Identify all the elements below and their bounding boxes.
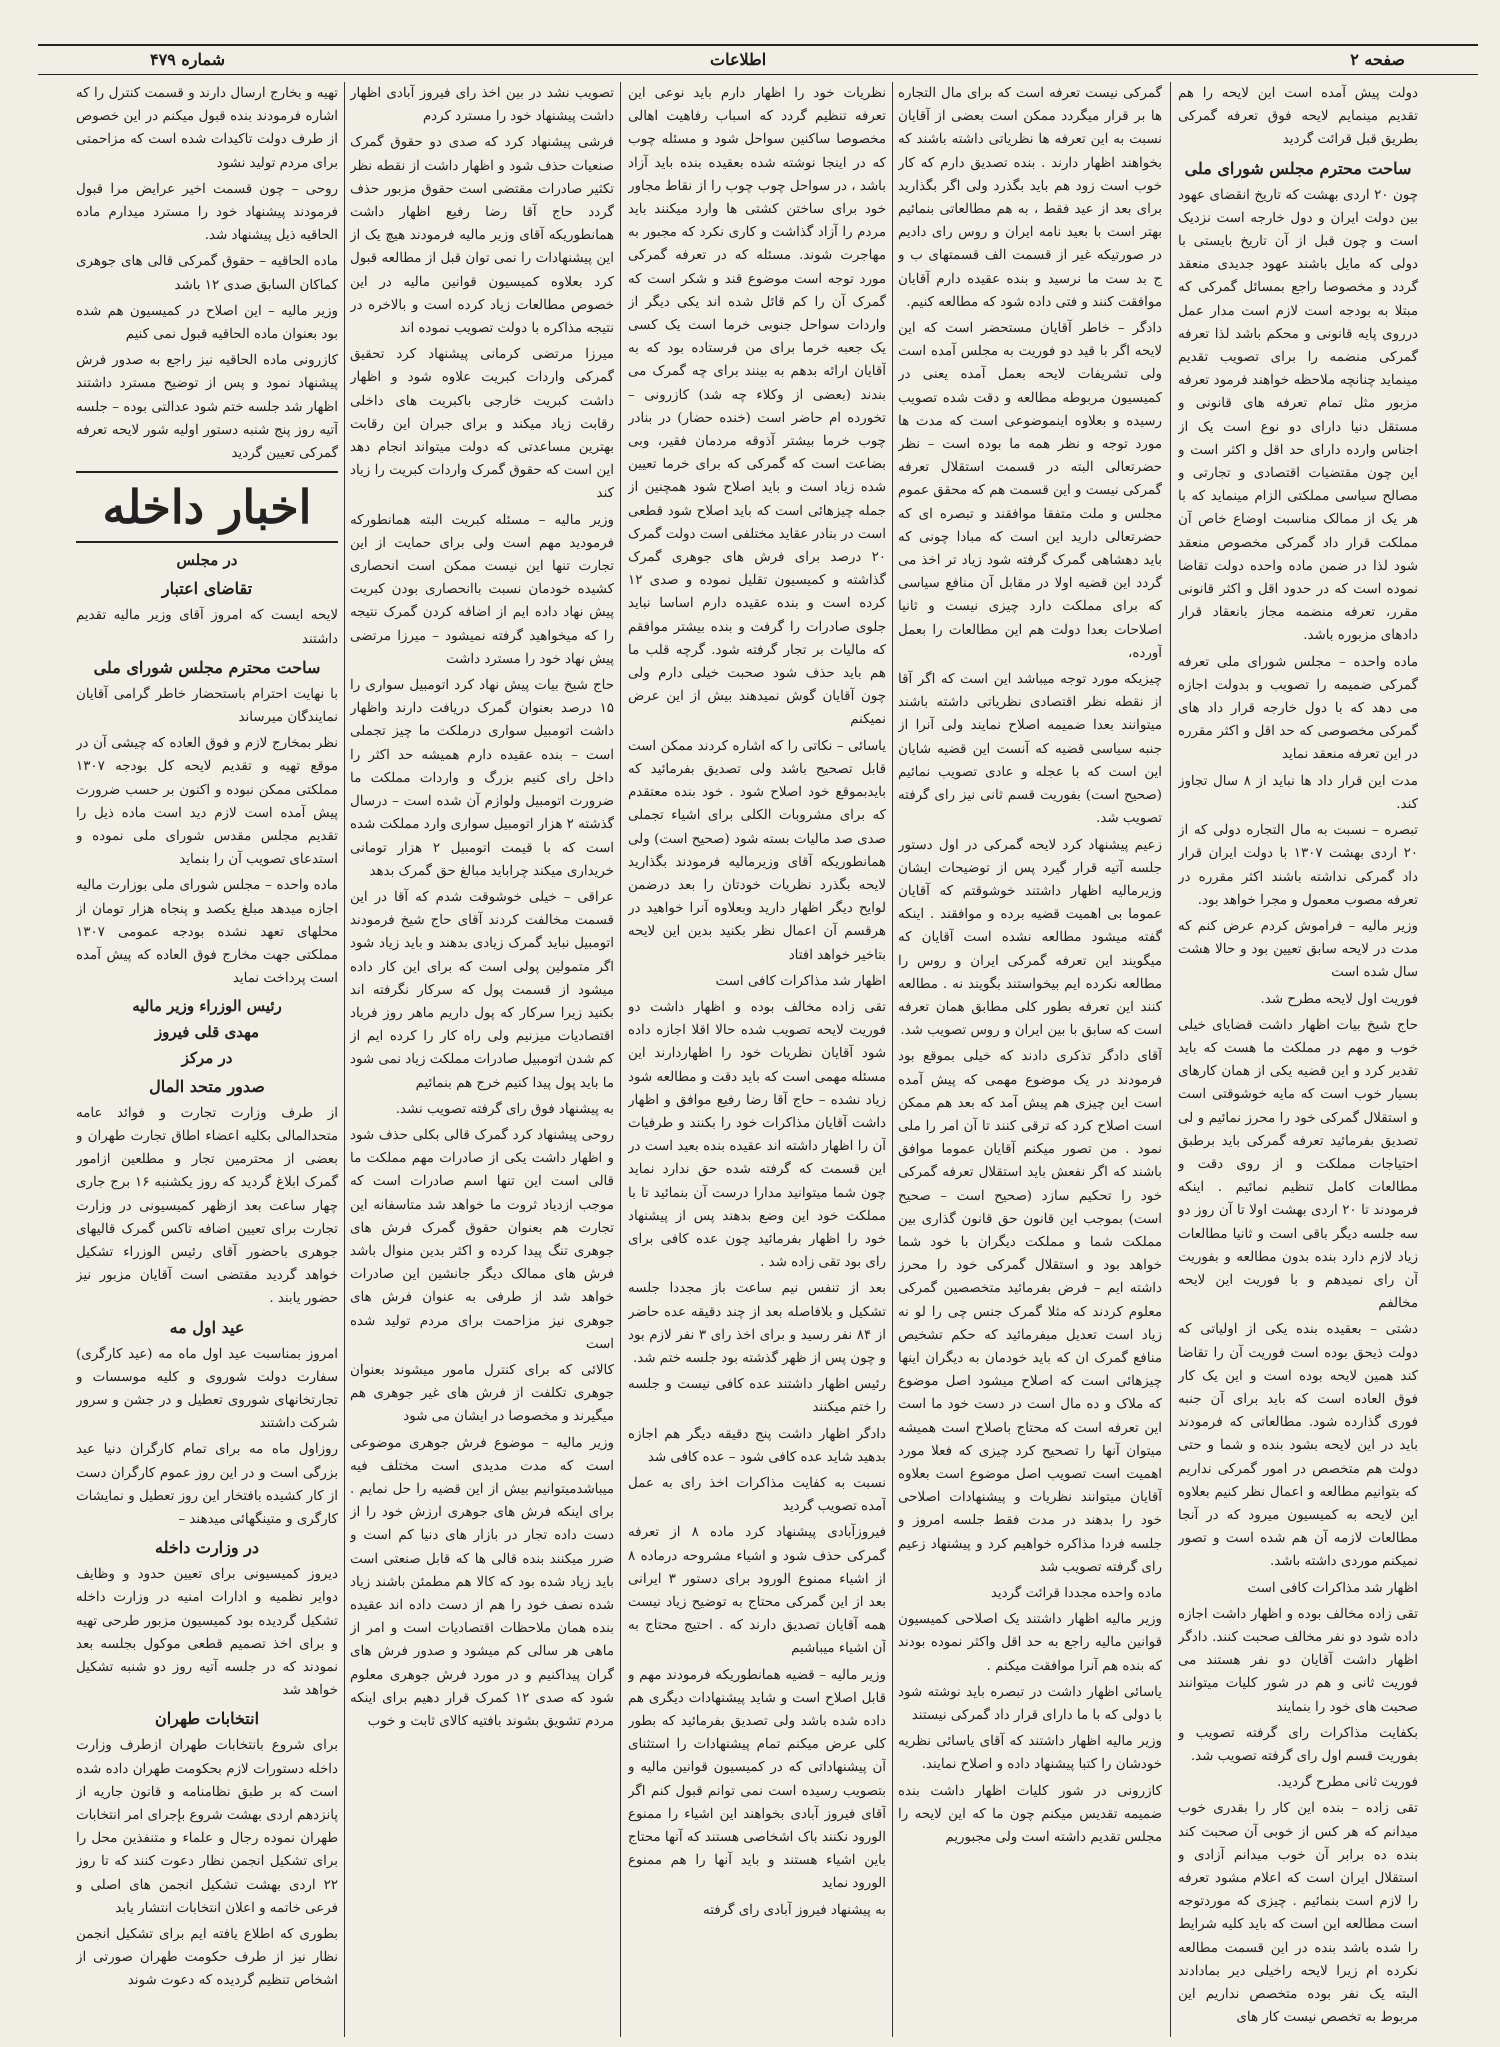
header-top-rule (38, 44, 1478, 46)
paragraph: روزاول ماه مه برای تمام کارگران دنیا عید بزرگی است و در این روز عموم کارگران دست از کار کشیده بافتخار این روز تعطیل و نمایشات کارگری و متینگهائی میدهند – (76, 1442, 338, 1527)
column-divider (620, 82, 621, 2037)
section-heading: تقاضای اعتبار (161, 579, 253, 599)
section-heading: صدور متحد المال (149, 1076, 265, 1096)
paragraph: چون ۲۰ اردی بهشت که تاریخ انقضای عهود بین دولت ایران و دول خارجه است نزدیک است و چون قبل از آن تاریخ بایستی با دولی که مایل باشند عهود جدیدی منعقد گردد و مخصوصا راجع بمسائل گمرکی که مبتلا به بودجه است لازم است مدار عمل درروی پایه قانونی و محکم باشد لذا تعرفه گمرکی منضمه را برای تصویب تقدیم مینماید چنانچه ملاحظه خواهند فرمود تعرفه مزبور مثل تمام تعرفه های قانونی و مستقل دنیا دارای دو نوع است یک از اجناس وارده دارای حد اقل و اکثر است و این چون مقتضیات اقتصادی و تجارتی و مصالح سیاسی مملکتی الزام مینماید که با هر یک از ممالک مناسبت اوضاع خاص آن مملکت قرار داد گمرکی مخصوص منعقد شود لذا در ضمن ماده واحده دولت تقاضا نموده است که در حدود اقل و اکثر قانونی مقرر، تعرفه منضمه مجاز بانعقاد قرار دادهای مزبوره باشد. (1178, 187, 1418, 644)
paragraph: لایحه ایست که امروز آقای وزیر مالیه تقدیم داشتند (76, 608, 338, 647)
section-subtitle: در مرکز (181, 1048, 233, 1067)
paragraph: تقی زاده مخالف بوده و اظهار داشت اجازه داده شود دو نفر مخالف صحبت کنند. دادگر اظهار داشت آقایان دو نفر هستند می فوریت ثانی و هم در شور کلیات میتوانند صحبت های خود را بنمایند (1178, 1606, 1418, 1715)
paragraph: روحی – چون قسمت اخیر عرایض مرا قبول فرمودند پیشنهاد خود را مسترد میدارم ماده الحاقیه ذیل پیشنهاد شد. (76, 181, 338, 244)
paragraph: ماده واحده – مجلس شورای ملی بوزارت مالیه اجازه میدهد مبلغ یکصد و پنجاه هزار تومان از محلهای تعهد نشده بودجه عمومی ۱۳۰۷ مملکتی جهت مخارج فوق العاده که پیش آمده است پرداخت نماید (76, 878, 338, 987)
paragraph: تصویب نشد در بین اخذ رای فیروز آبادی اظهار داشت پیشنهاد خود را مسترد کردم (350, 86, 614, 125)
paragraph: اظهار شد مذاکرات کافی است (1247, 1580, 1418, 1596)
page-number-label: صفحه ۲ (1350, 50, 1405, 69)
paragraph: فوریت ثانی مطرح گردید. (1276, 1775, 1418, 1791)
paragraph: فیروزآبادی پیشنهاد کرد ماده ۸ از تعرفه گمرکی حذف شود و اشیاء مشروحه درماده ۸ از اشیاء ممنوع الورود برای دستور ۳ ایرانی بعد از این گمرکی محتاج به توضیح زیاد نیست همه آقایان تصدیق دارند که . احتیج محتاج به آن اشیاء میباشیم (628, 1525, 886, 1657)
paragraph: به پیشنهاد فیروز آبادی رای گرفته (703, 1902, 886, 1918)
paragraph: دادگر اظهار داشت پنج دقیقه دیگر هم اجازه بدهید شاید عده کافی شود – عده کافی شد (628, 1426, 886, 1465)
paragraph: آقای دادگر تذکری دادند که خیلی بموقع بود فرمودند در یک موضوع مهمی که پیش آمده است این چیزی هم پیش آمد که بعد هم ممکن است اصلاح کرد که ترقی کنند تا آن امر را ملی نمود . من تصور میکنم آقایان عموما موافق باشند که اگر نفعش باید استقلال تعرفه گمرکی خود را تحکیم سازد (صحیح است – صحیح است) بموجب این قانون حق قانون گذاری بین مملکت شما و مملکت دیگران با خود شما خواهد بود و استقلال گمرکی خود را محرز داشته ایم – فرض بفرمائید متخصصین گمرکی معلوم کردند که مثلا گمرک جنس چی را لو نه زیاد است تعدیل میفرمائید که حکم تشخیص منافع گمرک ان که باید خودمان به دیگران اینها چیزهائی است که اصلاح میشود اصل موضوع که ملاک و ده مال است در دست خود ما است این تعرفه است که محتاج باصلاح است همیشه میتوان آنها را تصحیح کرد چیزی که فعلا مورد اهمیت است تصویب اصل موضوع است بعلاوه آقایان میتوانند نظریات و پیشنهادات اصلاحی خود را بدهند در مدت فقط جلسه امروز و جلسه فردا مذاکره خواهیم کرد و پیشنهاد زعیم رای گرفته تصویب شد (898, 1049, 1162, 1575)
paragraph: حاج شیخ بیات اظهار داشت قضایای خیلی خوب و مهم در مملکت ما هست که باید تقدیر کرد و این قضیه یکی از همان کارهای بسیار خوب است که مایه خوشوقتی است و استقلال گمرکی خود را محرز نمائیم و لی تصدیق بفرمائید تعرفه گمرکی باید برطبق احتیاجات مملکت و از روی دقت و مطالعات کامل تنظیم نمائیم . اینکه فرمودند تا ۲۰ اردی بهشت اولا تا آن روز دو سه جلسه دیگر باقی است و ثانیا مطالعات زیاد لازم دارد بنده بدون مطالعه و بفوریت آن رای نمیدهم و با فوریت این لایحه مخالفم (1178, 1017, 1418, 1312)
paragraph: بعد از تنفس نیم ساعت باز مجددا جلسه تشکیل و بلافاصله بعد از چند دقیقه عده حاضر از ۸۴ نفر رسید و برای اخذ رای ۳ نفر لازم بود و چون پس از ظهر گذشته بود جلسه ختم شد. (628, 1281, 886, 1366)
paragraph: نظر بمخارج لازم و فوق العاده که چیشی آن در موقع تهیه و تقدیم لایحه کل بودجه ۱۳۰۷ مملکتی ممکن نبوده و اکنون بر حسب ضرورت پیش آمده است لازم دید است ماده ذیل را تقدیم مجلس مقدس شورای ملی نموده و استدعای تصویب آن را بنماید (76, 736, 338, 868)
paragraph: ماده واحده مجددا قرائت گردید (990, 1586, 1162, 1601)
column-divider (892, 82, 893, 2037)
section-heading: ساحت محترم مجلس شورای ملی (1184, 158, 1412, 178)
section-heading: انتخابات طهران (154, 1709, 260, 1729)
paragraph: زعیم پیشنهاد کرد لایحه گمرکی در اول دستور جلسه آتیه قرار گیرد پس از توضیحات ایشان وزیرمالیه اظهار داشتند خوشوقتم که آقایان عموما بی اهمیت قضیه برده و موافقند . اینکه گفته میشود مطالعه نشده است آقایان که میگویند این تعرفه گمرکی ایران و روس را مطالعه نکرده ایم بیخواستند بگویند نه . مطالعه کنند این تعرفه بطور کلی مطابق همان تعرفه است که سابق با بین ایران و روس تصویب شد. (898, 837, 1162, 1039)
paragraph: از طرف وزارت تجارت و فوائد عامه متحدالمالی بکلیه اعضاء اطاق تجارت طهران و بعضی از محترمین تجار و مطلعین ازامور گمرک ابلاغ گردید که روز یکشنبه ۱۶ برج جاری چهار ساعت بعد ازظهر کمیسیونی در وزارت تجارت برای تعیین اضافه تاکس گمرک قالیهای جوهری باحضور آقای رئیس الوزراء تشکیل خواهد گردید مقتضی است آقایان مزبور نیز حضور یابند . (76, 1105, 338, 1307)
paragraph: چیزیکه مورد توجه میباشد این است که اگر آقا از نقطه نظر اقتصادی نظریاتی داشته باشند میتوانند بعدا ضمیمه اصلاح نمایند ولی آنرا از جنبه سیاسی قضیه که آنست این قضیه شایان این است که با عجله و عادی تصویب نمائیم (صحیح است) بفوریت قسم ثانی نیز رای گرفته تصویب شد. (898, 672, 1162, 827)
column-divider (1170, 82, 1171, 2037)
paragraph: کالائی که برای کنترل مامور میشوند بعنوان جوهری تکلفت از فرش های غیر جوهری هم میگیرند و مخصوصا در ایشان می شود (350, 1362, 614, 1425)
column-3 (628, 82, 886, 2037)
column-1 (1178, 82, 1418, 2037)
paragraph: اظهار شد مذاکرات کافی است (715, 973, 886, 989)
paragraph: حاج شیخ بیات پیش نهاد کرد اتومبیل سواری را ۱۵ درصد بعنوان گمرک دریافت دارند واظهار داشت اتومبیل سواری درملکت ما چیز تجملی است – بنده عقیده دارم همیشه حد اکثر را داخل رای کنیم بزرگ و واردات مملکت ما ضرورت اتومبیل ولوازم آن شده است – درسال گذشته ۲ هزار اتومبیل سواری وارد مملکت شده است که با قیمت اتومبیل ۲ هزار تومانی خریداری میکند چراباید مبالغ حق گمرک بدهد (350, 678, 614, 879)
paragraph: تقی زاده – بنده این کار را بقدری خوب میدانم که هر کس از خوبی آن صحبت کند بنده ده برابر آن خوب میدانم آزادی و استقلال ایران است که اعلام مشود تعرفه را لازم است بنمائیم . چیزی که موردتوجه است مطالعه این است که باید کلیه شرایط را شده باشد بنده در این قسمت مطالعه نکرده ام زیرا لایحه راخیلی دیر بمادادند البته یک نفر بوده متخصص نداریم این مربوط به تخصص نیست کار های (1178, 1801, 1418, 2026)
paragraph: دشتی – بعقیده بنده یکی از اولیاتی که دولت ذیحق بوده است فوریت آن را تقاضا کند همین لایحه بوده است و این یک کار فوق العاده است که باید برای آن جنبه فوری گذارده شود. مطالعاتی که فرمودند باید در این لایحه بشود بنده و شما و حتی دولت هم متخصص در امور گمرکی نداریم که بتوانیم مطالعه و اعمال نظر کنیم بعلاوه این لایحه به کمیسیون میرود که در آنجا مطالعات لازمه آن هم شده است و تصور نمیکنم موردی داشته باشد. (1178, 1322, 1418, 1570)
paragraph: میرزا مرتضی کرمانی پیشنهاد کرد تحقیق گمرکی واردات کبریت علاوه شود و اظهار داشت کبریت خارجی باکبریت های داخلی رقابت زیاد میکند و برای جبران این رقابت بهترین مساعدتی که دولت میتواند انجام دهد این است که حقوق گمرک واردات کبریت را زیاد کند (350, 347, 614, 502)
paragraph: عراقی – خیلی خوشوقت شدم که آقا در این قسمت مخالفت کردند آقای حاج شیخ فرمودند اتومبیل نباید گمرک زیادی بدهند و باید زیاد شود اگر متمولین پولی است که برای این کار داده میشود از قسمت پول که سرکار نگرفته اند بکنید زیرا سرکار که پول داریم ماهر روز فریاد اقتصادیات میزنیم ولی راه کار را کرده ایم از کم شدن اتومبیل صادرات مملکت زیاد نمی شود ما باید پول پیدا کنیم خرج هم بنمائیم (350, 889, 614, 1091)
section-subtitle: در مجلس (176, 551, 238, 570)
paragraph: به پیشنهاد فوق رای گرفته تصویب نشد. (395, 1101, 614, 1117)
signature-name: مهدی قلی فیروز (154, 1022, 260, 1041)
issue-number-label: شماره ۴۷۹ (150, 50, 225, 69)
signature-line: رئیس الوزراء وزیر مالیه (132, 996, 282, 1015)
paragraph: کازرونی در شور کلیات اظهار داشت بنده ضمیمه تقدیس میکنم چون ما که این لایحه را مجلس تقدیم داشته است ولی مجبوریم (898, 1783, 1162, 1846)
paragraph: گمرکی نیست تعرفه است که برای مال التجاره ها بر قرار میگردد ممکن است بعضی از آقایان نسبت به این تعرفه ها نظریاتی داشته باشند که بخواهند اظهار دارند . بنده تصدیق دارم که کار خوب است زود هم باید بگذرد ولی اگر بگذارید برای بعد از عید فقط ، به هم مطالعاتی بنمائیم بهتر است با بعید نامه ایران و روس رای دادیم در صورتیکه غیر از قسمت الف قسمتهای ب و ج بد ست ما نرسید و بنده عقیده دارم آقایان موافقت کنند و فتی داده شود که مطالعه کنیم. (898, 86, 1162, 310)
paragraph: تبصره – نسبت به مال التجاره دولی که از ۲۰ اردی بهشت ۱۳۰۷ با دولت ایران قرار داد گمرکی نداشته باشند اکثر مقرره در تعرفه مصوب معمول و مجرا خواهد بود. (1178, 823, 1418, 908)
paragraph: وزیر مالیه – مسئله کبریت البته همانطورکه فرمودید مهم است ولی برای حمایت از این تجارت تنها این نیست ممکن است انحصاری کشیده خودمان نسبت باانحصاری بودن کبریت پیش نهاد داده ایم از اضافه کردن گمرک نتیجه را که میخواهید گرفته نمیشود – میرزا مرتضی پیش نهاد خود را مسترد داشت (350, 512, 614, 667)
newspaper-name: اطلاعات (710, 50, 767, 69)
column-4 (350, 82, 614, 2037)
paragraph: وزیر مالیه – این اصلاح در کمیسیون هم شده بود بعنوان ماده الحاقیه قبول نمی کنیم (76, 303, 338, 343)
paragraph: رئیس اظهار داشتند عده کافی نیست و جلسه را ختم میکنند (628, 1377, 886, 1416)
paragraph: با نهایت احترام باستحضار خاطر گرامی آقایان نمایندگان میرساند (76, 686, 338, 726)
paragraph: یاسائی اظهار داشت در تبصره باید نوشته شود با دولی که با ما دارای قرار داد گمرکی نیستند (898, 1684, 1162, 1724)
paragraph: وزیر مالیه اظهار داشتند یک اصلاحی کمیسیون قوانین مالیه راجع به حد اقل واکثر نموده بودند که بنده هم آنرا موافقت میکنم . (898, 1612, 1162, 1674)
section-heading: در وزارت داخله (154, 1538, 259, 1558)
column-5 (76, 82, 338, 2037)
domestic-news-title: اخبار داخله (76, 471, 338, 543)
paragraph: دادگر – خاطر آقایان مستحضر است که این لایحه اگر با قید دو فوریت به مجلس آمده است ولی تشریفات لایحه بعمل آمده یعنی در کمیسیون مربوطه مطالعه و دقت شده تصویب رسیده و بعلاوه اینموضوعی است که مدت ها مورد توجه و نظر همه ما بوده است – نظر حضرتعالی البته در قسمت استقلال تعرفه گمرکی نیست و این قسمت هم که محقق عموم مجلس و ملت متفقا موافقند و تبصره ای که حضرتعالی دارید این است که مبادا چونی که باید دهشاهی گمرک گرفته شود زیاد تر اخذ می گردد این قضیه اولا در مقابل آن منافع سیاسی که برای مملکت دارد چیزی نیست و ثانیا اصلاحات بعدا دولت هم این مطالعات را بعمل آورده، (898, 321, 1162, 661)
paragraph: برای شروع بانتخابات طهران ازطرف وزارت داخله دستورات لازم بحکومت طهران داده شده است که بر طبق نظامنامه و قانون جاریه از پانزدهم اردی بهشت شروع بإجرای امر انتخابات طهران نموده رجال و علماء و متنفذین محل را برای تشکیل انجمن نظار دعوت کنند که تا روز ۲۲ اردی بهشت تشکیل انجمن های اصلی و فرعی خاتمه و اعلان انتخابات انتشار یابد (76, 1738, 338, 1916)
paragraph: مدت این قرار داد ها نباید از ۸ سال تجاوز کند. (1178, 773, 1418, 812)
paragraph: تهیه و بخارج ارسال دارند و قسمت کنترل را که اشاره فرمودند بنده قبول میکنم در این خصوص از طرف دولت تاکیدات شده است که مزاحمتی برای مردم تولید نشود (76, 86, 338, 171)
paragraph: وزیر مالیه – قضیه همانطوریکه فرمودند مهم و قابل اصلاح است و شاید پیشنهادات دیگری هم داده شده باشد ولی تصدیق بفرمائید که بطور کلی عرض میکنم تمام پیشنهادات را استثنای آن پیشنهاداتی که در کمیسیون قوانین مالیه و بتصویب رسیده است نمی توانم قبول کنم اگر آقای فیروز آبادی بخواهند این اشیاء را ممنوع الورود نکنند باک اشخاصی هستند که آنها محتاج باین اشیاء هستند و باید آنها را هم ممنوع الورود نماید (628, 1667, 886, 1892)
paragraph: وزیر مالیه – موضوع فرش جوهری موضوعی است که مدت مدیدی است مختلف فیه میباشدمیتوانیم بیش از این قضیه را حل نمایم . برای اینکه فرش های جوهری ارزش خود را از دست داده تجار در بازار های دنیا کم است و ضرر میکنند بنده قالی ها که قابل صنعتی است باید زیاد شده بود که کالا هم مطمئن باشند زیاد شده نصف خود را هم از دست داده اند عقیده بنده همان ملاحظات اقتصادیات است و امر از ماهی هر سالی کم میشود و صدور فرش های گران پیداکنیم و در مورد فرش جوهری معلوم شود که صدی ۱۲ کمرک قرار دهیم برای اینکه مردم تشویق بشوند بافتیه کالای ثابت و خوب (350, 1435, 614, 1730)
column-divider (344, 82, 345, 2037)
paragraph: فرشی پیشنهاد کرد که صدی دو حقوق گمرک صنعیات حذف شود و اظهار داشت از نقطه نظر تکثیر صادرات مقتضی است حقوق مزبور حذف گردد حاج آقا رضا رفیع اظهار داشت همانطوریکه آقای وزیر مالیه فرمودند هیچ یک از این پیشنهادات را نمی توان قبل از مطالعه قبول کرد بعلاوه کمیسیون قوانین مالیه در این خصوص مطالعات زیاد کرده است و بالاخره در نتیجه مذاکره با دولت تصویب نموده اند (350, 135, 614, 337)
paragraph: تقی زاده مخالف بوده و اظهار داشت دو فوریت لایحه تصویب شده حالا اقلا اجازه داده شود آقایان نظریات خود را اظهاردارند این مسئله مهمی است که باید دقت و مطالعه شود زیاد نشده – حاج آقا رضا رفیع موافق و اظهار داشت آقایان مذاکرات خود را بکنند و طرفیات آن را اظهار داشته اند عقیده بنده بعید است در این قسمت که گرفته شده حق ندارد نماید چون شما میتوانید مدارا درست آن بنمائید تا با مملکت خود این وضع بدهند پس از پیشنهاد خود را اظهار بفرمائید چون عده کافی برای رای بود تقی زاده شد . (628, 999, 886, 1271)
paragraph: کازرونی ماده الحاقیه نیز راجع به صدور فرش پیشنهاد نمود و پس از توضیح مسترد داشتند اظهار شد جلسه ختم شود عدالتی بوده – جلسه آتیه روز پنج شنبه دستور اولیه شور لایحه تعرفه گمرکی تعیین گردید (76, 353, 338, 462)
paragraph: فوریت اول لایحه مطرح شد. (1260, 991, 1418, 1007)
paragraph: یاسائی – نکاتی را که اشاره کردند ممکن است قابل تصحیح باشد ولی تصدیق بفرمائید که بایدبموقع خود اصلاح شود . خود بنده معتقدم که برای مشروبات الکلی برای اشیاء تجملی صدی صد مالیات بسته شود (صحیح است) ولی همانطوریکه آقای وزیرمالیه فرمودند بگذارید لایحه بگذرد نظریات خودتان را بعد درضمن لوایح دیگر اظهار دارید وبعلاوه آنرا خواهید در هرقسم آن اعمال نظر بکنید بدین این لایحه بتاخیر خواهد افتاد (628, 738, 886, 963)
paragraph: بکفایت مذاکرات رای گرفته تصویب و بفوریت قسم اول رای گرفته تصویب شد. (1178, 1725, 1418, 1765)
paragraph: بطوری که اطلاع یافته ایم برای تشکیل انجمن نظار نیز از طرف حکومت طهران صورتی از اشخاص تنظیم گردیده که دعوت شوند (76, 1927, 338, 1989)
paragraph: دولت پیش آمده است این لایحه را هم تقدیم مینمایم لایحه فوق تعرفه گمرکی بطریق قبل قرائت گردید (1178, 86, 1418, 148)
paragraph: ماده واحده – مجلس شورای ملی تعرفه گمرکی ضمیمه را تصویب و بدولت اجازه می دهد که با دول خارجه قرار داد های گمرکی مخصوصی که حد اقل و اکثر مقرره در این تعرفه منعقد نماید (1178, 654, 1418, 763)
section-heading: عید اول مه (169, 1317, 245, 1337)
paragraph: وزیر مالیه – فراموش کردم عرض کنم که مدت در لایحه سابق تعیین بود و حالا هشت سال شده است (1178, 918, 1418, 981)
section-heading: ساحت محترم مجلس شورای ملی (93, 657, 321, 677)
paragraph: دیروز کمیسیونی برای تعیین حدود و وظایف دوایر نظمیه و ادارات امنیه در وزارت داخله تشکیل گردیده بود کمیسیون مزبور طرحی تهیه و برای اخذ تصمیم قطعی موکول بجلسه بعد نمودند که در جلسه آتیه روز دو شنبه تشکیل خواهد شد (76, 1567, 338, 1699)
paragraph: روحی پیشنهاد کرد گمرک قالی بکلی حذف شود و اظهار داشت یکی از صادرات مهم مملکت ما قالی است این تنها اسم صادرات است که موجب ازدیاد ثروت ما خواهد شد متاسفانه این تجارت هم بعنوان حقوق گمرک فرش های جوهری تنگ پیدا کرده و اکثر بدین منوال باشد فرش های ممالک دیگر جانشین این صادرات خواهد شد از طرفی به عنوان فرش های جوهری نیز مزاحمت برای مردم تولید شده است (350, 1127, 614, 1352)
header-bottom-rule (38, 74, 1478, 75)
column-2 (898, 82, 1162, 2037)
paragraph: امروز بمناسبت عید اول ماه مه (عید کارگری) سفارت دولت شوروی و کلیه موسسات و تجارتخانهای شوروی تعطیل و در جشن و سرور شرکت داشتند (76, 1346, 338, 1432)
paragraph: ماده الحاقیه – حقوق گمرکی قالی های جوهری کماکان السابق صدی ۱۲ باشد (76, 254, 338, 293)
paragraph: نظریات خود را اظهار دارم باید نوعی این تعرفه تنظیم گردد که اسباب رفاهیت اهالی مخصوصا ساکنین سواحل شود و مسئله چوب که در اینجا نوشته شده بعقیده بنده باید آزاد باشد ، در سواحل چوب چوب را از نقاط مجاور خود برای ساختن کشتی ها وارد میکنند باید مردم را آزاد گذاشت و کاری نکرد که مجبور به مهاجرت شوند. مسئله که در تعرفه گمرکی مورد توجه است موضوع قند و شکر است که گمرک آن را کم قائل شده اند یکی دیگر از واردات سواحل جنوبی خرما است یک کسی یک جعبه خرما برای من فرستاده بود که به آقایان ارائه بدهم به بینند برای چه گمرک می بندند (بعضی از وکلاء چه شد) کازرونی – تخورده ام حاضر است (خنده حضار) در بنادر چوب خرما بیشتر آذوقه مردمان فقیر، وبی بضاعت است که گمرکی که برای خرما تعیین شده زیاد است و باید اصلاح شود همچنین از جمله چیزهائی است که باید اصلاح شود قطعی است در بنادر عقاید مختلفی است دولت گمرک ۲۰ درصد برای فرش های جوهری گمرک گذاشته و کمیسیون تقلیل نموده و صدی ۱۲ کرده است و بنده عقیده دارم اساسا نباید جلوی صادرات را گرفت و بنده بیشتر موافقم که مالیات بر تجار گرفته شود. گرچه قلب ما هم باید حذف شود صحبت خیلی دارم ولی چون آقایان گوش نمیدهند بیش از این عرض نمیکنم (628, 86, 886, 728)
paragraph: نسبت به کفایت مذاکرات اخذ رای به عمل آمده تصویب گردید (628, 1475, 886, 1515)
paragraph: وزیر مالیه اظهار داشتند که آقای یاسائی نظریه خودشان را کتبا پیشنهاد داده و اصلاح نمایند. (898, 1734, 1162, 1773)
